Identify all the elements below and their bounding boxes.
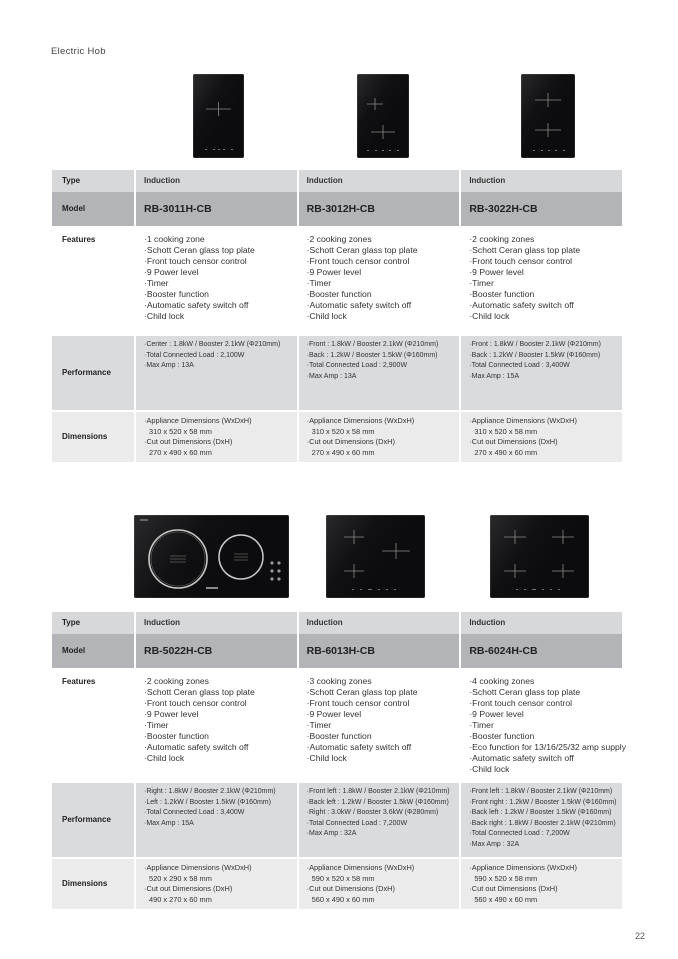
row-label-dimensions: Dimensions [52,859,134,909]
product-type: Induction [461,170,622,192]
performance-list [299,783,460,857]
features-list [299,668,460,783]
dimensions-list [299,859,460,909]
spec-table-2 [50,612,627,909]
hob-image [490,515,589,598]
feature-item: ·Timer [469,720,494,730]
dimension-item: 590 x 520 x 58 mm [474,873,538,883]
product-type: Induction [136,170,297,192]
dimension-item: ·Cut out Dimensions (DxH) [306,437,395,446]
hob-image [134,515,289,598]
feature-item: ·3 cooking zones [306,676,372,686]
feature-item: ·Automatic safety switch off [144,742,249,752]
performance-item: ·Back left : 1.2kW / Booster 1.5kW (Φ160mm) [306,798,449,806]
product-type: Induction [461,612,622,634]
feature-item: ·2 cooking zones [144,676,209,686]
feature-item: ·Schott Ceran glass top plate [306,245,418,255]
dimensions-list [299,412,460,462]
performance-item: ·Max Amp : 13A [306,372,357,380]
feature-item: ·Timer [306,720,332,730]
dimension-item: 560 x 490 x 60 mm [474,894,538,904]
spec-table-1 [50,170,624,462]
dimension-item: ·Cut out Dimensions (DxH) [306,884,395,893]
dimension-item: ·Cut out Dimensions (DxH) [144,437,233,446]
performance-list [299,336,460,410]
performance-item: ·Back : 1.2kW / Booster 1.5kW (Φ160mm) [306,351,438,359]
product-images-row [52,73,622,158]
performance-item: ·Front : 1.8kW / Booster 2.1kW (Φ210mm) [306,341,439,348]
dimension-item: 310 x 520 x 58 mm [149,426,212,436]
feature-item: ·Timer [144,278,169,288]
product-model: RB-3012H-CB [299,192,460,226]
feature-item: ·4 cooking zones [469,676,535,686]
performance-item: ·Total Connected Load : 2,900W [306,362,408,369]
row-label-features: Features [52,668,134,783]
feature-item: ·Booster function [306,289,372,299]
performance-item: ·Max Amp : 15A [469,372,520,380]
feature-item: ·2 cooking zones [306,234,372,244]
product-image-rb-3012h-cb [301,73,465,158]
feature-item: ·Child lock [306,753,347,763]
performance-item: ·Front right : 1.2kW / Booster 1.5kW (Φ160mm) [469,798,617,806]
feature-item: ·Schott Ceran glass top plate [469,687,581,697]
dimension-item: ·Appliance Dimensions (WxDxH) [306,416,415,425]
row-label-performance: Performance [52,336,134,410]
product-section-1 [52,73,622,462]
feature-item: ·Eco function for 13/16/25/32 amp supply [469,742,627,752]
performance-item: ·Right : 3.0kW / Booster 3.6kW (Φ280mm) [306,809,439,816]
feature-item: ·Booster function [306,731,372,741]
feature-item: ·Timer [144,720,169,730]
hob-image [326,515,425,598]
feature-item: ·9 Power level [306,709,362,719]
dimension-item: 270 x 490 x 60 mm [311,447,375,457]
feature-item: ·Automatic safety switch off [469,300,574,310]
feature-item: ·9 Power level [469,267,524,277]
feature-item: ·Child lock [469,311,510,321]
feature-item: ·Front touch censor control [469,256,573,266]
feature-item: ·Booster function [144,289,209,299]
feature-item: ·Booster function [469,289,535,299]
feature-item: ·9 Power level [306,267,362,277]
row-label-performance: Performance [52,783,134,857]
product-type: Induction [299,612,460,634]
feature-item: ·Timer [306,278,332,288]
dimensions-list [136,859,297,909]
performance-item: ·Back right : 1.8kW / Booster 2.1kW (Φ210mm) [469,819,616,827]
feature-item: ·Booster function [144,731,209,741]
dimension-item: 490 x 270 x 60 mm [149,894,212,904]
dimension-item: ·Appliance Dimensions (WxDxH) [144,416,252,425]
feature-item: ·Schott Ceran glass top plate [469,245,581,255]
feature-item: ·Child lock [306,311,347,321]
performance-item: ·Back : 1.2kW / Booster 1.5kW (Φ160mm) [469,351,601,359]
row-label-model: Model [52,634,134,668]
feature-item: ·Booster function [469,731,535,741]
row-label-type: Type [52,170,134,192]
performance-item: ·Total Connected Load : 3,400W [469,362,570,369]
row-label-model: Model [52,192,134,226]
performance-item: ·Max Amp : 13A [144,362,194,369]
dimension-item: ·Cut out Dimensions (DxH) [144,884,233,893]
feature-item: ·9 Power level [144,709,199,719]
feature-item: ·Schott Ceran glass top plate [144,245,255,255]
product-image-rb-5022h-cb [134,514,289,598]
product-model: RB-3011H-CB [136,192,297,226]
feature-item: ·Automatic safety switch off [469,753,574,763]
performance-item: ·Right : 1.8kW / Booster 2.1kW (Φ210mm) [144,788,276,795]
product-images-row [52,514,622,598]
feature-item: ·Timer [469,278,494,288]
performance-list [136,336,297,410]
feature-item: ·Automatic safety switch off [306,300,412,310]
feature-item: ·Automatic safety switch off [144,300,249,310]
product-image-rb-6024h-cb [490,514,589,598]
product-model: RB-5022H-CB [136,634,297,668]
performance-list [461,783,622,857]
feature-item: ·1 cooking zone [144,234,205,244]
performance-item: ·Total Connected Load : 3,400W [144,809,245,816]
features-list [461,226,622,336]
feature-item: ·Child lock [144,311,185,321]
dimension-item: 310 x 520 x 58 mm [474,426,538,436]
product-model: RB-6024H-CB [461,634,622,668]
performance-item: ·Front left : 1.8kW / Booster 2.1kW (Φ210mm) [469,788,613,795]
performance-list [461,336,622,410]
dimensions-list [136,412,297,462]
dimension-item: 560 x 490 x 60 mm [311,894,375,904]
dimension-item: 270 x 490 x 60 mm [474,447,538,457]
product-model: RB-6013H-CB [299,634,460,668]
performance-item: ·Total Connected Load : 2,100W [144,351,245,359]
dimensions-list [461,412,622,462]
features-list [136,668,297,783]
performance-item: ·Total Connected Load : 7,200W [469,830,570,837]
row-label-type: Type [52,612,134,634]
row-label-dimensions: Dimensions [52,412,134,462]
product-image-rb-3011h-cb [136,73,300,158]
dimension-item: 270 x 490 x 60 mm [149,447,212,457]
product-type: Induction [299,170,460,192]
hob-image [193,74,244,158]
dimension-item: ·Appliance Dimensions (WxDxH) [144,863,252,872]
performance-item: ·Max Amp : 32A [306,830,357,837]
feature-item: ·Child lock [144,753,185,763]
feature-item: ·2 cooking zones [469,234,535,244]
feature-item: ·Front touch censor control [306,698,410,708]
performance-item: ·Max Amp : 32A [469,840,520,848]
feature-item: ·Front touch censor control [306,256,410,266]
feature-item: ·9 Power level [469,709,524,719]
feature-item: ·Front touch censor control [144,698,247,708]
performance-item: ·Left : 1.2kW / Booster 1.5kW (Φ160mm) [144,798,271,806]
features-list [461,668,627,783]
dimension-item: ·Cut out Dimensions (DxH) [469,884,558,893]
page-header-title: Electric Hob [51,46,106,57]
performance-item: ·Max Amp : 15A [144,819,194,827]
product-image-rb-3022h-cb [466,73,630,158]
product-model: RB-3022H-CB [461,192,622,226]
dimension-item: ·Appliance Dimensions (WxDxH) [306,863,415,872]
row-label-features: Features [52,226,134,336]
page-number: 22 [634,931,645,941]
dimension-item: ·Appliance Dimensions (WxDxH) [469,863,577,872]
performance-item: ·Front left : 1.8kW / Booster 2.1kW (Φ210mm) [306,788,450,795]
dimensions-list [461,859,622,909]
features-list [136,226,297,336]
dimension-item: 520 x 290 x 58 mm [149,873,212,883]
performance-item: ·Front : 1.8kW / Booster 2.1kW (Φ210mm) [469,341,601,348]
feature-item: ·Schott Ceran glass top plate [306,687,418,697]
feature-item: ·Front touch censor control [469,698,573,708]
dimension-item: ·Cut out Dimensions (DxH) [469,437,558,446]
performance-list [136,783,297,857]
performance-item: ·Total Connected Load : 7,200W [306,819,408,827]
performance-item: ·Back left : 1.2kW / Booster 1.5kW (Φ160mm) [469,809,612,816]
performance-item: ·Center : 1.8kW / Booster 2.1kW (Φ210mm) [144,341,281,348]
feature-item: ·Schott Ceran glass top plate [144,687,255,697]
product-image-rb-6013h-cb [326,514,425,598]
dimension-item: 590 x 520 x 58 mm [311,873,375,883]
feature-item: ·Child lock [469,764,510,774]
product-section-2 [52,514,627,909]
feature-item: ·Front touch censor control [144,256,247,266]
dimension-item: 310 x 520 x 58 mm [311,426,375,436]
feature-item: ·9 Power level [144,267,199,277]
hob-image [357,74,409,158]
feature-item: ·Automatic safety switch off [306,742,412,752]
product-type: Induction [136,612,297,634]
dimension-item: ·Appliance Dimensions (WxDxH) [469,416,577,425]
hob-image [521,74,575,158]
features-list [299,226,460,336]
